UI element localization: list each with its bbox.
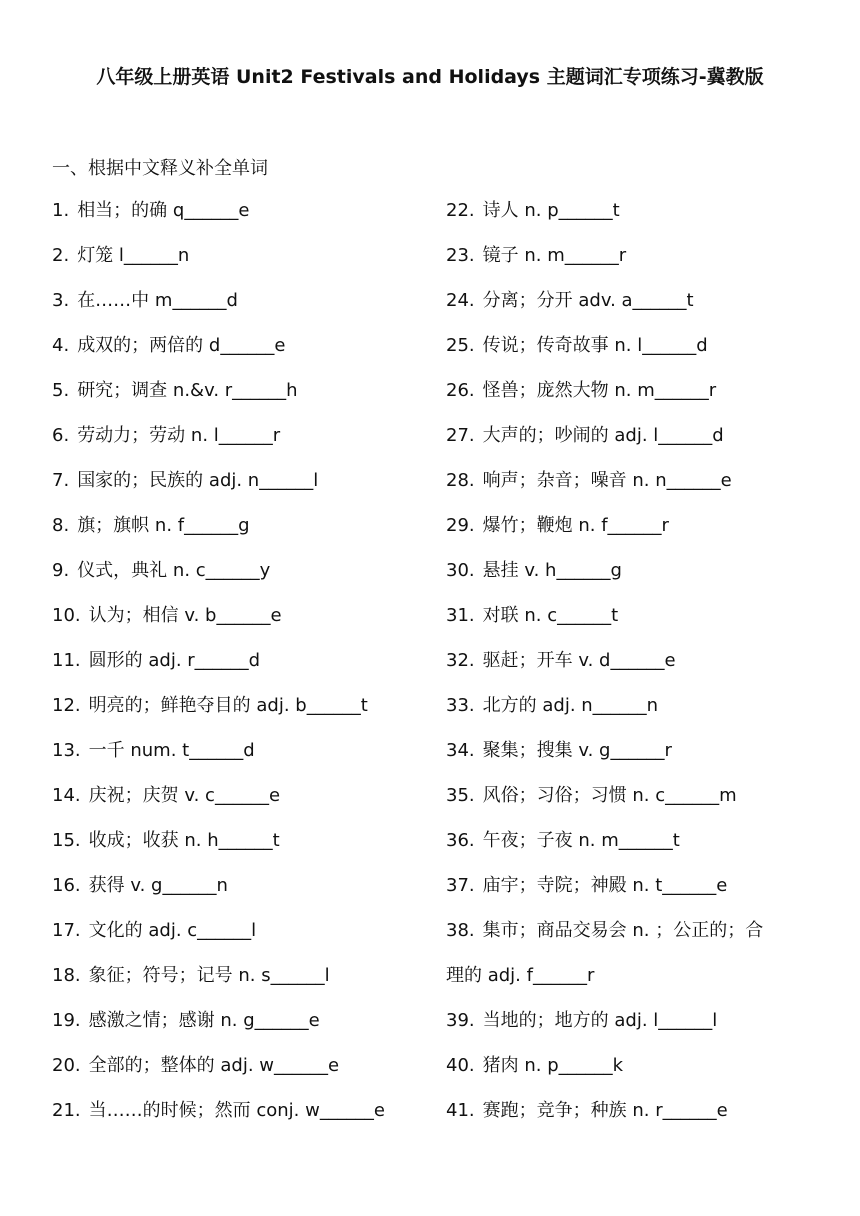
item-text: 响声；杂音；噪音 n. n______e xyxy=(482,470,732,491)
exercise-item xyxy=(446,736,816,781)
item-text: 聚集；搜集 v. g______r xyxy=(482,740,672,761)
item-number: 27. xyxy=(446,425,475,446)
item-number: 8. xyxy=(52,515,70,536)
exercise-item xyxy=(52,646,437,691)
document-title: 八年级上册英语 Unit2 Festivals and Holidays 主题词汇专项练习-冀教版 xyxy=(96,66,764,88)
exercise-item xyxy=(446,196,816,241)
item-number: 15. xyxy=(52,830,81,851)
exercise-item xyxy=(446,691,816,736)
item-number: 21. xyxy=(52,1100,81,1121)
right-column xyxy=(446,196,816,1141)
item-text: 仪式，典礼 n. c______y xyxy=(77,560,271,581)
exercise-item xyxy=(446,601,816,646)
exercise-item xyxy=(52,1006,437,1051)
item-text: 旗；旗帜 n. f______g xyxy=(77,515,250,536)
item-text: 认为；相信 v. b______e xyxy=(88,605,282,626)
item-number: 20. xyxy=(52,1055,81,1076)
item-number: 16. xyxy=(52,875,81,896)
item-number: 11. xyxy=(52,650,81,671)
exercise-item xyxy=(52,421,437,466)
left-column xyxy=(52,196,437,1141)
item-number: 10. xyxy=(52,605,81,626)
exercise-item xyxy=(52,961,437,1006)
item-text: 获得 v. g______n xyxy=(88,875,228,896)
exercise-item xyxy=(446,1006,816,1051)
item-text: 诗人 n. p______t xyxy=(482,200,620,221)
exercise-item xyxy=(52,736,437,781)
item-number: 24. xyxy=(446,290,475,311)
exercise-item xyxy=(446,1051,816,1096)
exercise-item xyxy=(446,826,816,871)
item-number: 35. xyxy=(446,785,475,806)
exercise-item xyxy=(52,196,437,241)
item-text: 驱赶；开车 v. d______e xyxy=(482,650,676,671)
item-number: 22. xyxy=(446,200,475,221)
item-text: 理的 adj. f______r xyxy=(446,965,595,986)
section-heading: 一、根据中文释义补全单词 xyxy=(52,158,268,179)
exercise-item xyxy=(52,376,437,421)
item-number: 41. xyxy=(446,1100,475,1121)
exercise-item xyxy=(52,871,437,916)
item-text: 对联 n. c______t xyxy=(482,605,619,626)
item-number: 31. xyxy=(446,605,475,626)
item-text: 收成；收获 n. h______t xyxy=(88,830,280,851)
exercise-item xyxy=(52,781,437,826)
exercise-item xyxy=(446,916,816,961)
item-number: 3. xyxy=(52,290,70,311)
exercise-item xyxy=(446,1096,816,1141)
item-text: 风俗；习俗；习惯 n. c______m xyxy=(482,785,737,806)
item-number: 6. xyxy=(52,425,70,446)
item-number: 23. xyxy=(446,245,475,266)
exercise-item xyxy=(52,1096,437,1141)
item-number: 40. xyxy=(446,1055,475,1076)
exercise-item xyxy=(52,916,437,961)
exercise-item xyxy=(52,691,437,736)
item-number: 12. xyxy=(52,695,81,716)
item-text: 感激之情；感谢 n. g______e xyxy=(88,1010,320,1031)
item-text: 赛跑；竞争；种族 n. r______e xyxy=(482,1100,728,1121)
exercise-item xyxy=(446,421,816,466)
item-number: 37. xyxy=(446,875,475,896)
item-text: 一千 num. t______d xyxy=(88,740,255,761)
item-text: 象征；符号；记号 n. s______l xyxy=(88,965,330,986)
item-text: 北方的 adj. n______n xyxy=(482,695,659,716)
exercise-item xyxy=(52,601,437,646)
item-number: 29. xyxy=(446,515,475,536)
item-text: 劳动力；劳动 n. l______r xyxy=(77,425,281,446)
item-text: 当地的；地方的 adj. l______l xyxy=(482,1010,718,1031)
exercise-item xyxy=(446,241,816,286)
item-text: 悬挂 v. h______g xyxy=(482,560,622,581)
item-number: 17. xyxy=(52,920,81,941)
item-number: 33. xyxy=(446,695,475,716)
item-number: 14. xyxy=(52,785,81,806)
item-text: 研究；调查 n.&v. r______h xyxy=(77,380,298,401)
item-text: 庆祝；庆贺 v. c______e xyxy=(88,785,281,806)
exercise-item xyxy=(52,241,437,286)
item-text: 灯笼 l______n xyxy=(77,245,190,266)
exercise-item xyxy=(52,331,437,376)
item-number: 1. xyxy=(52,200,70,221)
exercise-item xyxy=(52,511,437,556)
item-text: 相当；的确 q______e xyxy=(77,200,250,221)
item-number: 9. xyxy=(52,560,70,581)
item-text: 庙宇；寺院；神殿 n. t______e xyxy=(482,875,728,896)
item-text: 圆形的 adj. r______d xyxy=(88,650,261,671)
item-text: 爆竹；鞭炮 n. f______r xyxy=(482,515,669,536)
item-number: 18. xyxy=(52,965,81,986)
item-text: 分离；分开 adv. a______t xyxy=(482,290,694,311)
item-text: 镜子 n. m______r xyxy=(482,245,627,266)
exercise-item xyxy=(446,646,816,691)
item-number: 7. xyxy=(52,470,70,491)
item-text: 国家的；民族的 adj. n______l xyxy=(77,470,319,491)
item-text: 明亮的；鲜艳夺目的 adj. b______t xyxy=(88,695,368,716)
exercise-item xyxy=(446,286,816,331)
item-text: 当……的时候；然而 conj. w______e xyxy=(88,1100,385,1121)
item-number: 5. xyxy=(52,380,70,401)
item-text: 大声的；吵闹的 adj. l______d xyxy=(482,425,724,446)
item-text: 猪肉 n. p______k xyxy=(482,1055,624,1076)
exercise-item xyxy=(446,781,816,826)
item-number: 19. xyxy=(52,1010,81,1031)
item-text: 成双的；两倍的 d______e xyxy=(77,335,286,356)
item-number: 2. xyxy=(52,245,70,266)
exercise-item-continuation xyxy=(446,961,816,1006)
exercise-item xyxy=(446,376,816,421)
item-number: 32. xyxy=(446,650,475,671)
exercise-item xyxy=(446,556,816,601)
exercise-item xyxy=(446,511,816,556)
item-number: 30. xyxy=(446,560,475,581)
item-number: 13. xyxy=(52,740,81,761)
item-text: 全部的；整体的 adj. w______e xyxy=(88,1055,340,1076)
item-number: 28. xyxy=(446,470,475,491)
item-number: 38. xyxy=(446,920,475,941)
exercise-item xyxy=(52,556,437,601)
exercise-item xyxy=(446,871,816,916)
item-number: 36. xyxy=(446,830,475,851)
exercise-item xyxy=(52,286,437,331)
item-number: 25. xyxy=(446,335,475,356)
item-number: 34. xyxy=(446,740,475,761)
item-text: 传说；传奇故事 n. l______d xyxy=(482,335,708,356)
item-text: 怪兽；庞然大物 n. m______r xyxy=(482,380,717,401)
exercise-item xyxy=(52,1051,437,1096)
exercise-item xyxy=(52,826,437,871)
item-number: 26. xyxy=(446,380,475,401)
exercise-item xyxy=(446,466,816,511)
item-text: 在……中 m______d xyxy=(77,290,238,311)
item-number: 39. xyxy=(446,1010,475,1031)
item-number: 4. xyxy=(52,335,70,356)
exercise-item xyxy=(446,331,816,376)
exercise-item xyxy=(52,466,437,511)
item-text: 文化的 adj. c______l xyxy=(88,920,257,941)
item-text: 午夜；子夜 n. m______t xyxy=(482,830,680,851)
item-text: 集市；商品交易会 n. ；公正的；合 xyxy=(482,920,764,941)
